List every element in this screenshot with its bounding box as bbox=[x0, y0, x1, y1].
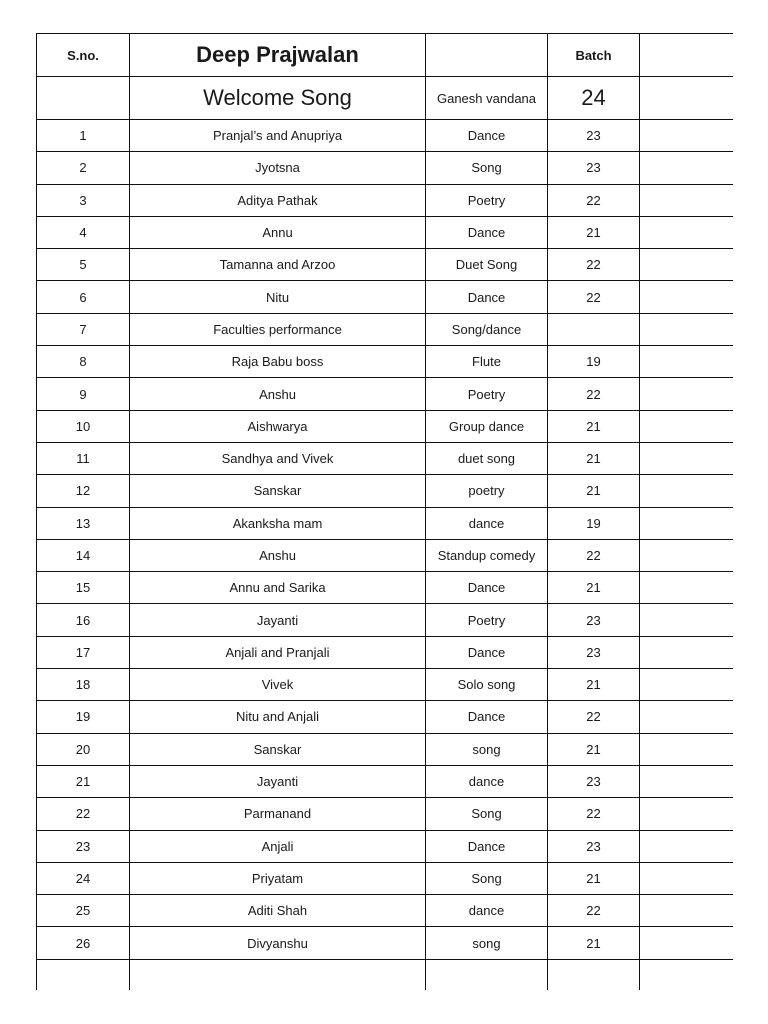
intro-type: Ganesh vandana bbox=[426, 77, 548, 120]
table-row bbox=[37, 120, 734, 152]
table-row bbox=[37, 733, 734, 765]
batch-cell: 22 bbox=[548, 249, 640, 281]
sno-cell: 22 bbox=[37, 798, 130, 830]
performance-type-cell: Dance bbox=[426, 120, 548, 152]
batch-cell: 22 bbox=[548, 539, 640, 571]
table-row bbox=[37, 895, 734, 927]
performer-cell: Akanksha mam bbox=[130, 507, 426, 539]
performance-type-cell: poetry bbox=[426, 475, 548, 507]
batch-cell: 22 bbox=[548, 895, 640, 927]
extra-cell bbox=[640, 765, 734, 797]
page-title: Deep Prajwalan bbox=[130, 34, 426, 77]
performer-cell: Aditi Shah bbox=[130, 895, 426, 927]
performance-type-cell: dance bbox=[426, 895, 548, 927]
performance-type-cell: Song bbox=[426, 798, 548, 830]
table-row bbox=[37, 669, 734, 701]
batch-cell: 21 bbox=[548, 572, 640, 604]
extra-cell bbox=[640, 442, 734, 474]
performance-type-cell: Song bbox=[426, 152, 548, 184]
performer-cell bbox=[130, 959, 426, 990]
table-row bbox=[37, 507, 734, 539]
performer-cell: Anshu bbox=[130, 539, 426, 571]
sno-cell: 24 bbox=[37, 862, 130, 894]
batch-cell: 21 bbox=[548, 669, 640, 701]
table-row bbox=[37, 830, 734, 862]
extra-cell bbox=[640, 507, 734, 539]
sno-cell: 7 bbox=[37, 313, 130, 345]
table-row bbox=[37, 701, 734, 733]
batch-cell: 21 bbox=[548, 216, 640, 248]
sno-cell bbox=[37, 959, 130, 990]
performer-cell: Aditya Pathak bbox=[130, 184, 426, 216]
performance-type-cell: Duet Song bbox=[426, 249, 548, 281]
table-row bbox=[37, 152, 734, 184]
extra-cell bbox=[640, 604, 734, 636]
batch-header: Batch bbox=[548, 34, 640, 77]
performance-type-cell: Song bbox=[426, 862, 548, 894]
performance-type-cell: Solo song bbox=[426, 669, 548, 701]
table-row bbox=[37, 539, 734, 571]
batch-cell: 23 bbox=[548, 830, 640, 862]
performance-type-cell: Dance bbox=[426, 572, 548, 604]
extra-cell bbox=[640, 152, 734, 184]
performer-cell: Jayanti bbox=[130, 604, 426, 636]
performer-cell: Annu bbox=[130, 216, 426, 248]
performer-cell: Anshu bbox=[130, 378, 426, 410]
extra-cell bbox=[640, 830, 734, 862]
extra-cell bbox=[640, 701, 734, 733]
batch-cell: 23 bbox=[548, 636, 640, 668]
program-table bbox=[36, 33, 733, 990]
batch-cell: 21 bbox=[548, 927, 640, 959]
performance-type-cell: song bbox=[426, 733, 548, 765]
batch-cell: 19 bbox=[548, 507, 640, 539]
batch-cell: 19 bbox=[548, 346, 640, 378]
batch-cell: 21 bbox=[548, 862, 640, 894]
table-row bbox=[37, 765, 734, 797]
intro-batch: 24 bbox=[548, 77, 640, 120]
performance-type-cell bbox=[426, 959, 548, 990]
table-row bbox=[37, 216, 734, 248]
sno-cell: 17 bbox=[37, 636, 130, 668]
intro-extra bbox=[640, 77, 734, 120]
sno-cell: 9 bbox=[37, 378, 130, 410]
extra-cell bbox=[640, 249, 734, 281]
performance-type-cell: Song/dance bbox=[426, 313, 548, 345]
header-col5 bbox=[640, 34, 734, 77]
sno-cell: 14 bbox=[37, 539, 130, 571]
sno-header: S.no. bbox=[37, 34, 130, 77]
batch-cell: 21 bbox=[548, 442, 640, 474]
performer-cell: Anjali bbox=[130, 830, 426, 862]
performer-cell: Divyanshu bbox=[130, 927, 426, 959]
table-row bbox=[37, 184, 734, 216]
performance-type-cell: dance bbox=[426, 765, 548, 797]
table-row bbox=[37, 636, 734, 668]
extra-cell bbox=[640, 636, 734, 668]
performance-type-cell: Dance bbox=[426, 216, 548, 248]
table-row bbox=[37, 798, 734, 830]
performance-type-cell: dance bbox=[426, 507, 548, 539]
sno-cell: 25 bbox=[37, 895, 130, 927]
sno-cell: 5 bbox=[37, 249, 130, 281]
performer-cell: Sanskar bbox=[130, 475, 426, 507]
performer-cell: Anjali and Pranjali bbox=[130, 636, 426, 668]
batch-cell: 21 bbox=[548, 475, 640, 507]
performance-type-cell: Standup comedy bbox=[426, 539, 548, 571]
extra-cell bbox=[640, 313, 734, 345]
performance-type-cell: Poetry bbox=[426, 604, 548, 636]
table-row bbox=[37, 927, 734, 959]
table-row bbox=[37, 862, 734, 894]
performer-cell: Annu and Sarika bbox=[130, 572, 426, 604]
table-row bbox=[37, 346, 734, 378]
batch-cell: 21 bbox=[548, 410, 640, 442]
sno-cell: 6 bbox=[37, 281, 130, 313]
sno-cell: 20 bbox=[37, 733, 130, 765]
extra-cell bbox=[640, 216, 734, 248]
performance-type-cell: song bbox=[426, 927, 548, 959]
extra-cell bbox=[640, 475, 734, 507]
sno-cell: 3 bbox=[37, 184, 130, 216]
table-row bbox=[37, 410, 734, 442]
batch-cell: 23 bbox=[548, 604, 640, 636]
performance-type-cell: Flute bbox=[426, 346, 548, 378]
performance-type-cell: Dance bbox=[426, 701, 548, 733]
intro-row bbox=[37, 77, 734, 120]
performance-type-cell: Poetry bbox=[426, 184, 548, 216]
performance-type-cell: Group dance bbox=[426, 410, 548, 442]
batch-cell: 23 bbox=[548, 120, 640, 152]
performer-cell: Aishwarya bbox=[130, 410, 426, 442]
batch-cell bbox=[548, 313, 640, 345]
extra-cell bbox=[640, 733, 734, 765]
performer-cell: Vivek bbox=[130, 669, 426, 701]
performer-cell: Faculties performance bbox=[130, 313, 426, 345]
batch-cell: 23 bbox=[548, 765, 640, 797]
performer-cell: Jayanti bbox=[130, 765, 426, 797]
performer-cell: Nitu and Anjali bbox=[130, 701, 426, 733]
batch-cell: 21 bbox=[548, 733, 640, 765]
header-col3 bbox=[426, 34, 548, 77]
table-row bbox=[37, 572, 734, 604]
performance-type-cell: duet song bbox=[426, 442, 548, 474]
table-row bbox=[37, 475, 734, 507]
intro-name: Welcome Song bbox=[130, 77, 426, 120]
extra-cell bbox=[640, 346, 734, 378]
performer-cell: Jyotsna bbox=[130, 152, 426, 184]
sno-cell: 19 bbox=[37, 701, 130, 733]
table-row bbox=[37, 249, 734, 281]
batch-cell: 22 bbox=[548, 701, 640, 733]
sno-cell: 1 bbox=[37, 120, 130, 152]
performer-cell: Sanskar bbox=[130, 733, 426, 765]
performance-type-cell: Dance bbox=[426, 830, 548, 862]
sno-cell: 4 bbox=[37, 216, 130, 248]
batch-cell: 22 bbox=[548, 798, 640, 830]
program-table-body bbox=[37, 34, 734, 991]
performer-cell: Sandhya and Vivek bbox=[130, 442, 426, 474]
batch-cell: 22 bbox=[548, 184, 640, 216]
extra-cell bbox=[640, 669, 734, 701]
sno-cell: 10 bbox=[37, 410, 130, 442]
batch-cell: 22 bbox=[548, 378, 640, 410]
header-row bbox=[37, 34, 734, 77]
performer-cell: Priyatam bbox=[130, 862, 426, 894]
performer-cell: Pranjal’s and Anupriya bbox=[130, 120, 426, 152]
extra-cell bbox=[640, 895, 734, 927]
sno-cell: 18 bbox=[37, 669, 130, 701]
performance-type-cell: Dance bbox=[426, 281, 548, 313]
performance-type-cell: Poetry bbox=[426, 378, 548, 410]
extra-cell bbox=[640, 281, 734, 313]
sno-cell: 12 bbox=[37, 475, 130, 507]
sno-cell: 21 bbox=[37, 765, 130, 797]
performer-cell: Parmanand bbox=[130, 798, 426, 830]
extra-cell bbox=[640, 798, 734, 830]
sno-cell: 13 bbox=[37, 507, 130, 539]
table-row bbox=[37, 281, 734, 313]
extra-cell bbox=[640, 862, 734, 894]
batch-cell bbox=[548, 959, 640, 990]
performer-cell: Tamanna and Arzoo bbox=[130, 249, 426, 281]
sno-cell: 15 bbox=[37, 572, 130, 604]
table-row bbox=[37, 604, 734, 636]
batch-cell: 23 bbox=[548, 152, 640, 184]
intro-sno bbox=[37, 77, 130, 120]
performer-cell: Nitu bbox=[130, 281, 426, 313]
batch-cell: 22 bbox=[548, 281, 640, 313]
extra-cell bbox=[640, 572, 734, 604]
performance-type-cell: Dance bbox=[426, 636, 548, 668]
program-sheet bbox=[36, 33, 733, 990]
performer-cell: Raja Babu boss bbox=[130, 346, 426, 378]
extra-cell bbox=[640, 410, 734, 442]
sno-cell: 8 bbox=[37, 346, 130, 378]
table-row bbox=[37, 442, 734, 474]
extra-cell bbox=[640, 539, 734, 571]
extra-cell bbox=[640, 959, 734, 990]
extra-cell bbox=[640, 184, 734, 216]
sno-cell: 2 bbox=[37, 152, 130, 184]
table-row bbox=[37, 313, 734, 345]
extra-cell bbox=[640, 927, 734, 959]
table-row bbox=[37, 959, 734, 990]
sno-cell: 11 bbox=[37, 442, 130, 474]
table-row bbox=[37, 378, 734, 410]
sno-cell: 16 bbox=[37, 604, 130, 636]
sno-cell: 23 bbox=[37, 830, 130, 862]
extra-cell bbox=[640, 378, 734, 410]
sno-cell: 26 bbox=[37, 927, 130, 959]
extra-cell bbox=[640, 120, 734, 152]
